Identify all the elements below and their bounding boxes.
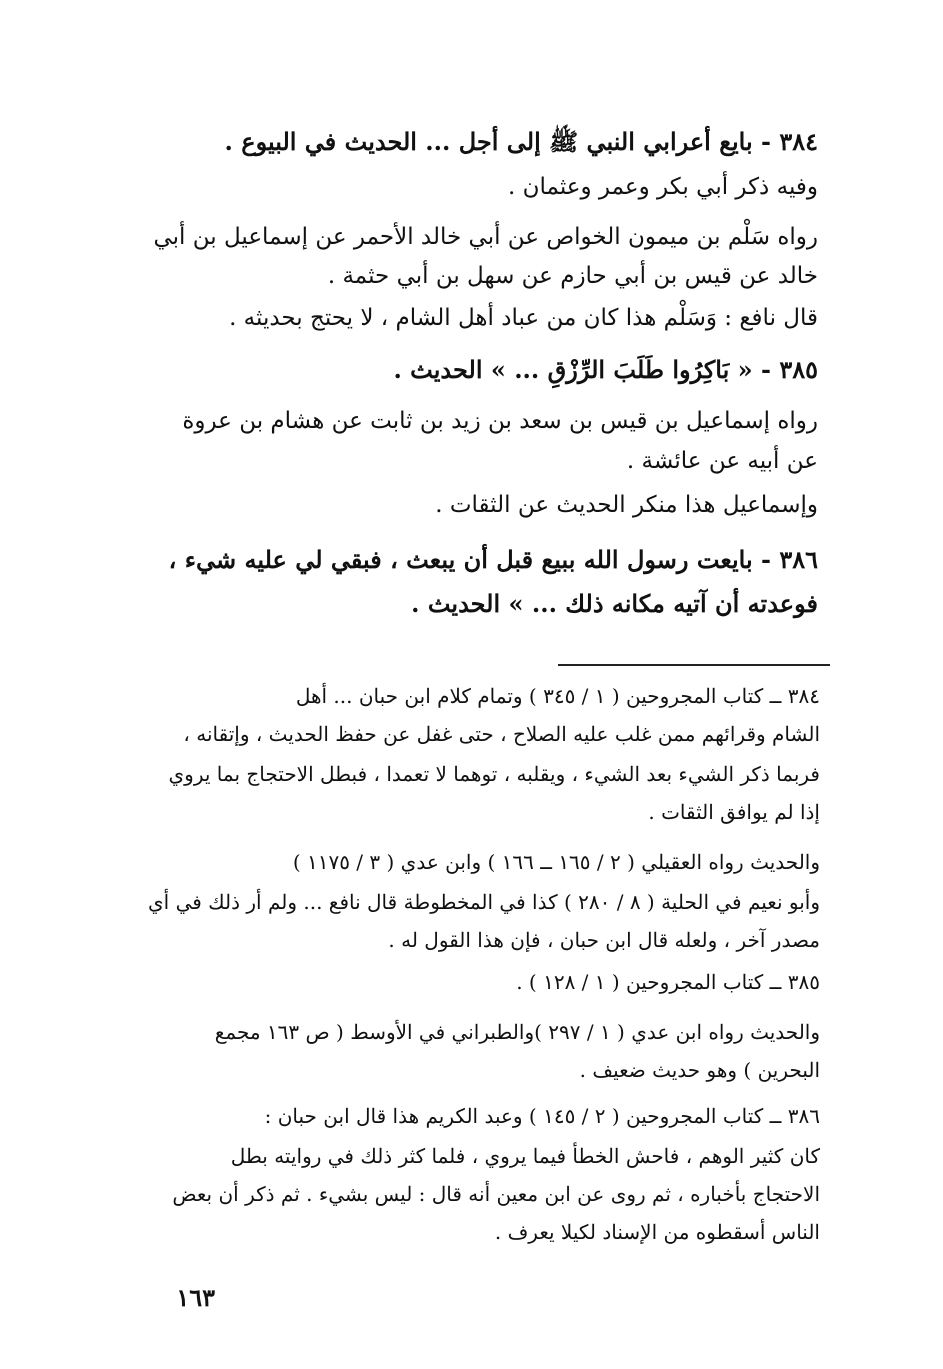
main-text xyxy=(118,0,818,640)
entry-385-line: عن أبيه عن عائشة . xyxy=(626,448,818,474)
entry-384-title: ٣٨٤ - بايع أعرابي النبي ﷺ إلى أجل ... الحديث في البيوع . xyxy=(224,127,818,156)
footnote-384: ٣٨٤ ــ كتاب المجروحين ( ١ / ٣٤٥ ) وتمام كلام ابن حبان ... أهل xyxy=(295,684,820,708)
entry-384-line: قال نافع : وَسَلْم هذا كان من عباد أهل الشام ، لا يحتج بحديثه . xyxy=(229,305,818,331)
footnote-385: ٣٨٥ ــ كتاب المجروحين ( ١ / ١٢٨ ) . xyxy=(516,970,820,994)
footnote-384: فربما ذكر الشيء بعد الشيء ، ويقلبه ، توهما لا تعمدا ، فبطل الاحتجاج بما يروي xyxy=(168,762,820,786)
footnote-384: وأبو نعيم في الحلية ( ٨ / ٢٨٠ ) كذا في المخطوطة قال نافع ... ولم أر ذلك في أي xyxy=(148,890,820,914)
footnote-384: مصدر آخر ، ولعله قال ابن حبان ، فإن هذا القول له . xyxy=(388,928,820,952)
footnote-386: كان كثير الوهم ، فاحش الخطأ فيما يروي ، فلما كثر ذلك في روايته بطل xyxy=(230,1144,820,1168)
footnote-386: الناس أسقطوه من الإسناد لكيلا يعرف . xyxy=(494,1220,820,1244)
entry-384-line: وفيه ذكر أبي بكر وعمر وعثمان . xyxy=(508,174,818,200)
entry-385-line: رواه إسماعيل بن قيس بن سعد بن زيد بن ثابت عن هشام بن عروة xyxy=(182,408,818,434)
footnote-385: البحرين ) وهو حديث ضعيف . xyxy=(579,1058,820,1082)
footnote-384: إذا لم يوافق الثقات . xyxy=(648,800,820,824)
footnote-386: ٣٨٦ ــ كتاب المجروحين ( ٢ / ١٤٥ ) وعبد الكريم هذا قال ابن حبان : xyxy=(264,1104,820,1128)
entry-384-line: رواه سَلْم بن ميمون الخواص عن أبي خالد الأحمر عن إسماعيل بن أبي xyxy=(153,224,818,250)
footnote-384: والحديث رواه العقيلي ( ٢ / ١٦٥ ــ ١٦٦ ) وابن عدي ( ٣ / ١١٧٥ ) xyxy=(292,850,820,874)
entry-386-title: ٣٨٦ - بايعت رسول الله ببيع قبل أن يبعث ، فبقي لي عليه شيء ، xyxy=(168,545,818,574)
page-number: ١٦٣ xyxy=(176,1283,215,1312)
footnote-385: والحديث رواه ابن عدي ( ١ / ٢٩٧ )والطبراني في الأوسط ( ص ١٦٣ مجمع xyxy=(214,1020,820,1044)
entry-386-title: فوعدته أن آتيه مكانه ذلك ... » الحديث . xyxy=(411,589,818,618)
entry-385-title: ٣٨٥ - « بَاكِرُوا طَلَبَ الرِّزْقِ ... » الحديث . xyxy=(393,355,818,384)
footnote-386: الاحتجاج بأخباره ، ثم روى عن ابن معين أنه قال : ليس بشيء . ثم ذكر أن بعض xyxy=(172,1182,820,1206)
entry-384-line: خالد عن قيس بن أبي حازم عن سهل بن أبي حثمة . xyxy=(327,263,818,289)
footnote-divider xyxy=(558,664,830,666)
entry-385-line: وإسماعيل هذا منكر الحديث عن الثقات . xyxy=(435,492,818,518)
footnote-384: الشام وقرائهم ممن غلب عليه الصلاح ، حتى غفل عن حفظ الحديث ، وإتقانه ، xyxy=(183,722,820,746)
